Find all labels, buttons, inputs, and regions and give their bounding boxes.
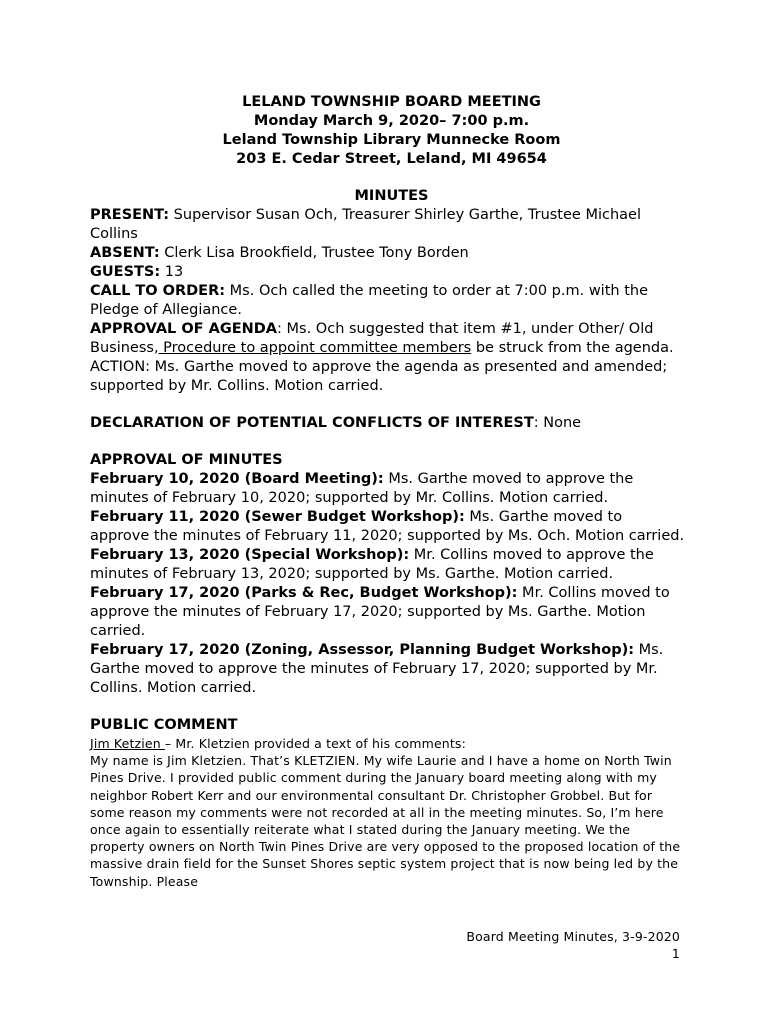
approval-agenda-label: APPROVAL OF AGENDA bbox=[90, 321, 278, 337]
agenda-action: ACTION: Ms. Garthe moved to approve the agenda as presented and amended; supported by Mr. Collins. Motion carried. bbox=[90, 359, 668, 394]
minutes-item bbox=[90, 641, 685, 698]
meeting-address: 203 E. Cedar Street, Leland, MI 49654 bbox=[236, 151, 547, 167]
present-text: Supervisor Susan Och, Treasurer Shirley Garthe, Trustee Michael Collins bbox=[90, 207, 641, 242]
meeting-title: LELAND TOWNSHIP BOARD MEETING bbox=[242, 94, 541, 110]
minutes-item bbox=[90, 584, 685, 641]
minutes-item-label: February 11, 2020 (Sewer Budget Workshop): bbox=[90, 509, 465, 525]
page-footer bbox=[466, 928, 680, 962]
minutes-item-label: February 17, 2020 (Parks & Rec, Budget Workshop): bbox=[90, 585, 518, 601]
struck-item-text: Procedure to appoint committee members bbox=[158, 340, 472, 356]
minutes-item-label: February 17, 2020 (Zoning, Assessor, Planning Budget Workshop): bbox=[90, 642, 634, 658]
minutes-item-text: Ms. Garthe moved to approve the minutes of February 17, 2020; supported by Mr. Collins. Motion carried. bbox=[90, 642, 664, 696]
absent-paragraph bbox=[90, 244, 685, 263]
approval-agenda-text-end: be struck from the agenda. bbox=[471, 340, 674, 356]
minutes-item bbox=[90, 546, 685, 584]
guests-paragraph bbox=[90, 263, 685, 282]
guests-text: 13 bbox=[160, 264, 184, 280]
meeting-header bbox=[98, 93, 685, 169]
absent-label: ABSENT: bbox=[90, 245, 160, 261]
conflicts-text: : None bbox=[533, 415, 582, 431]
minutes-item-text: Mr. Collins moved to approve the minutes of February 17, 2020; supported by Ms. Garthe. Motion carried. bbox=[90, 585, 670, 639]
present-paragraph bbox=[90, 206, 685, 244]
guests-label: GUESTS: bbox=[90, 264, 161, 280]
public-comment-body: My name is Jim Kletzien. That’s KLETZIEN. My wife Laurie and I have a home on North Twin Pines Drive. I provided public comment during the January board meeting along with my neighbor Robert Kerr and our environmental consultant Dr. Christopher Grobbel. But for some reason my comments were not recorded at all in the meeting minutes. So, I’m here once again to essentially reiterate what I stated during the January meeting. We the property owners on North Twin Pines Drive are very opposed to the proposed location of the massive drain field for the Sunset Shores septic system project that is now being led by the Township. Please bbox=[90, 753, 681, 889]
page-number: 1 bbox=[671, 946, 680, 961]
public-comment-title: PUBLIC COMMENT bbox=[90, 717, 238, 733]
approval-minutes-title: APPROVAL OF MINUTES bbox=[90, 452, 283, 468]
conflicts-paragraph bbox=[90, 414, 685, 433]
minutes-item-text: Ms. Garthe moved to approve the minutes of February 11, 2020; supported by Ms. Och. Motion carried. bbox=[90, 509, 685, 544]
minutes-item-text: Mr. Collins moved to approve the minutes of February 13, 2020; supported by Ms. Garthe. Motion carried. bbox=[90, 547, 654, 582]
minutes-item bbox=[90, 508, 685, 546]
minutes-item bbox=[90, 470, 685, 508]
call-to-order-paragraph bbox=[90, 282, 685, 320]
footer-title: Board Meeting Minutes, 3-9-2020 bbox=[466, 929, 680, 944]
speaker-intro: – Mr. Kletzien provided a text of his comments: bbox=[164, 736, 466, 751]
call-to-order-label: CALL TO ORDER: bbox=[90, 283, 226, 299]
speaker-name: Jim Ketzien bbox=[90, 736, 165, 751]
public-comment-intro bbox=[90, 735, 685, 752]
conflicts-label: DECLARATION OF POTENTIAL CONFLICTS OF INTEREST bbox=[90, 415, 534, 431]
document-page bbox=[90, 93, 685, 890]
approval-agenda-text: : Ms. Och suggested that item #1, under Other/ Old Business, bbox=[90, 321, 654, 356]
approval-agenda-paragraph bbox=[90, 320, 685, 358]
minutes-item-label: February 10, 2020 (Board Meeting): bbox=[90, 471, 384, 487]
minutes-title: MINUTES bbox=[354, 188, 429, 204]
present-label: PRESENT: bbox=[90, 207, 170, 223]
minutes-item-text: Ms. Garthe moved to approve the minutes of February 10, 2020; supported by Mr. Collins. Motion carried. bbox=[90, 471, 634, 506]
meeting-date: Monday March 9, 2020– 7:00 p.m. bbox=[253, 113, 530, 129]
meeting-location: Leland Township Library Munnecke Room bbox=[222, 132, 561, 148]
call-to-order-text: Ms. Och called the meeting to order at 7:00 p.m. with the Pledge of Allegiance. bbox=[90, 283, 648, 318]
minutes-item-label: February 13, 2020 (Special Workshop): bbox=[90, 547, 410, 563]
absent-text: Clerk Lisa Brookfield, Trustee Tony Borden bbox=[159, 245, 469, 261]
